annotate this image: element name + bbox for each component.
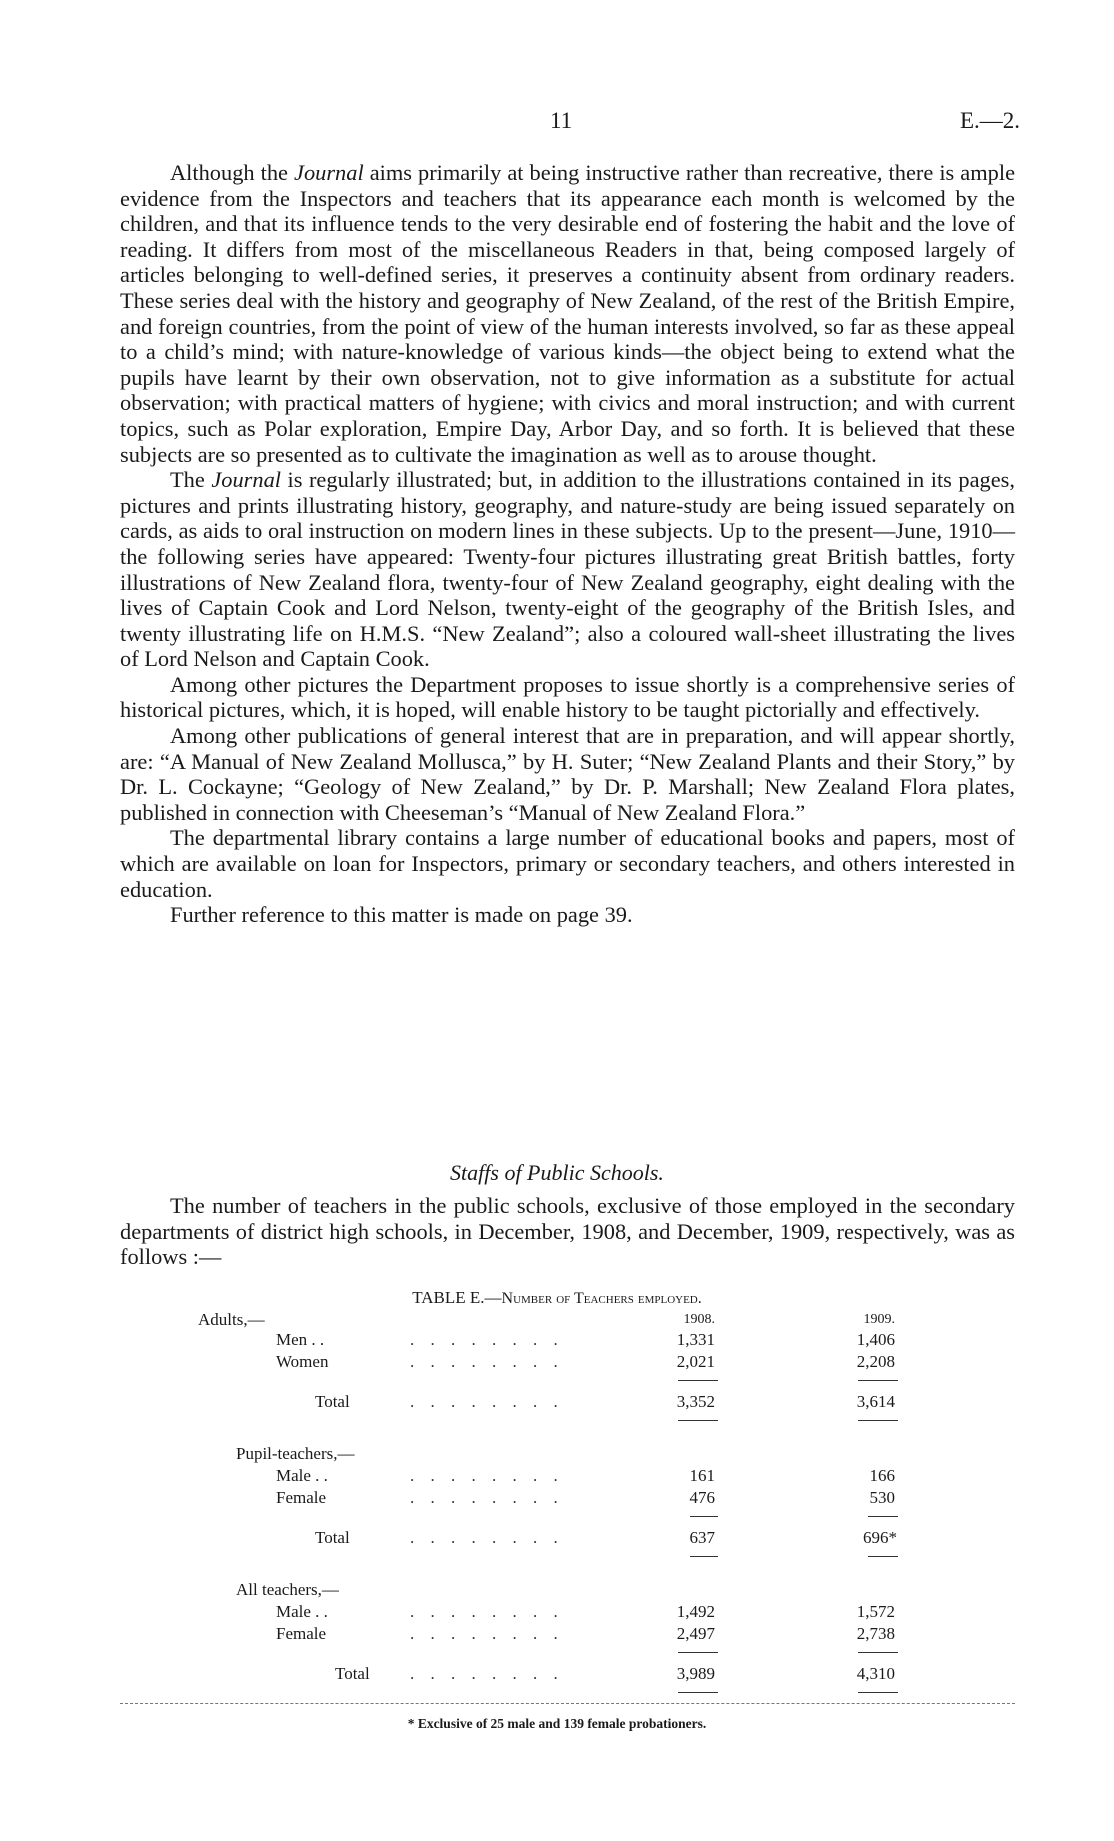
leader-dots: . . . . . . . . — [410, 1466, 564, 1485]
group-heading-pupil-teachers: Pupil-teachers,— — [236, 1444, 355, 1463]
subtotal-rule — [868, 1516, 898, 1517]
total-rule — [678, 1420, 718, 1421]
intro-paragraph: The number of teachers in the public schools, exclusive of those employed in the secondary departments of district high schools, in December, 1908, and December, 1909, respectively, was as follows :— — [120, 1193, 1015, 1270]
footnote: * Exclusive of 25 male and 139 female probationers. — [407, 1716, 707, 1731]
value-pupil-total-1908: 637 — [689, 1528, 715, 1547]
group-heading-adults: Adults,— — [198, 1310, 265, 1329]
leader-dots: . . . . . . . . — [410, 1392, 564, 1411]
total-rule — [858, 1420, 898, 1421]
value-women-1909: 2,208 — [856, 1352, 895, 1371]
footnote-rule — [120, 1703, 1015, 1704]
row-label-all-male: Male . . — [276, 1602, 328, 1621]
table-title: TABLE E.—Number of Teachers employed. — [412, 1288, 702, 1307]
row-label-adults-total: Total — [315, 1392, 350, 1411]
subtotal-rule — [690, 1516, 718, 1517]
leader-dots: . . . . . . . . — [410, 1488, 564, 1507]
section-heading: Staffs of Public Schools. — [450, 1160, 664, 1185]
value-all-male-1908: 1,492 — [676, 1602, 715, 1621]
value-all-male-1909: 1,572 — [856, 1602, 895, 1621]
column-header-1908: 1908. — [683, 1312, 715, 1327]
value-all-total-1908: 3,989 — [676, 1664, 715, 1683]
value-pupil-male-1909: 166 — [869, 1466, 895, 1485]
leader-dots: . . . . . . . . — [410, 1602, 564, 1621]
value-adults-total-1908: 3,352 — [676, 1392, 715, 1411]
row-label-men: Men . . — [276, 1330, 325, 1349]
total-rule — [690, 1556, 718, 1557]
paragraph-journal-aims: Although the Journal aims primarily at being instructive rather than recreative, there is ample evidence from the Inspectors and teachers that its appearance each month is welcomed by the children, and that its influence tends to the very desirable end of fostering the habit and the love of reading. It differs from most of the miscellaneous Readers in that, being composed largely of articles belonging to well-defined series, it preserves a continuity absent from ordinary readers. These series deal with the history and geography of New Zealand, of the rest of the British Empire, and foreign countries, from the point of view of the human interests involved, so far as these appeal to a child’s mind; with nature-knowledge of various kinds—the object being to extend what the pupils have learnt by their own observation, not to give information as a substitute for actual observation; with practical matters of hygiene; with civics and moral instruction; and with current topics, such as Polar exploration, Empire Day, Arbor Day, and so forth. It is believed that these subjects are so presented as to cultivate the imagination as well as to arouse thought. — [120, 160, 1016, 467]
subtotal-rule — [858, 1652, 898, 1653]
value-men-1908: 1,331 — [676, 1330, 715, 1349]
value-pupil-male-1908: 161 — [689, 1466, 715, 1485]
subtotal-rule — [678, 1652, 718, 1653]
row-label-pupil-male: Male . . — [276, 1466, 328, 1485]
row-label-women: Women — [276, 1352, 329, 1371]
value-all-total-1909: 4,310 — [856, 1664, 895, 1683]
leader-dots: . . . . . . . . — [410, 1528, 564, 1547]
total-rule — [858, 1692, 898, 1693]
paragraph-library: The departmental library contains a large number of educational books and papers, most of which are available on loan for Inspectors, primary or secondary teachers, and others interested in education. — [120, 825, 1015, 902]
paragraph-further-reference: Further reference to this matter is made on page 39. — [170, 902, 633, 928]
subtotal-rule — [678, 1380, 718, 1381]
row-label-all-female: Female — [276, 1624, 327, 1643]
value-all-female-1908: 2,497 — [676, 1624, 715, 1643]
subtotal-rule — [858, 1380, 898, 1381]
value-pupil-female-1909: 530 — [869, 1488, 895, 1507]
paragraph-publications: Among other publications of general interest that are in preparation, and will appear shortly, are: “A Manual of New Zealand Mollusca,” by H. Suter; “New Zealand Plants and their Story,” by Dr. L. Cockayne; “Geology of New Zealand,” by Dr. P. Marshall; New Zealand Flora plates, published in connection with Cheeseman’s “Manual of New Zealand Flora.” — [120, 723, 1015, 825]
row-label-all-total: Total — [335, 1664, 370, 1683]
value-men-1909: 1,406 — [856, 1330, 895, 1349]
column-header-1909: 1909. — [863, 1312, 895, 1327]
total-rule — [678, 1692, 718, 1693]
value-all-female-1909: 2,738 — [856, 1624, 895, 1643]
paragraph-historical-pictures: Among other pictures the Department proposes to issue shortly is a comprehensive series of historical pictures, which, it is hoped, will enable history to be taught pictorially and effectively. — [120, 671, 1015, 723]
total-rule — [868, 1556, 898, 1557]
value-pupil-total-1909: 696* — [863, 1528, 897, 1547]
page-number: 11 — [550, 108, 573, 133]
leader-dots: . . . . . . . . — [410, 1624, 564, 1643]
leader-dots: . . . . . . . . — [410, 1330, 564, 1349]
row-label-pupil-female: Female — [276, 1488, 327, 1507]
value-pupil-female-1908: 476 — [689, 1488, 715, 1507]
leader-dots: . . . . . . . . — [410, 1352, 564, 1371]
report-reference: E.—2. — [959, 108, 1020, 133]
leader-dots: . . . . . . . . — [410, 1664, 564, 1683]
row-label-pupil-total: Total — [315, 1528, 350, 1547]
group-heading-all-teachers: All teachers,— — [236, 1580, 339, 1599]
value-women-1908: 2,021 — [676, 1352, 715, 1371]
value-adults-total-1909: 3,614 — [856, 1392, 895, 1411]
paragraph-journal-illustrated: The Journal is regularly illustrated; but, in addition to the illustrations contained in its pages, pictures and prints illustrating history, geography, and nature-study are being issued separately on cards, as aids to oral instruction on modern lines in these subjects. Up to the present—June, 1910—the following series have appeared: Twenty-four pictures illustrating great British battles, forty illustrations of New Zealand flora, twenty-four of New Zealand geography, eight dealing with the lives of Captain Cook and Lord Nelson, twenty-eight of the geography of the British Isles, and twenty illustrating life on H.M.S. “New Zealand”; also a coloured wall-sheet illustrating the lives of Lord Nelson and Captain Cook. — [120, 467, 1015, 672]
